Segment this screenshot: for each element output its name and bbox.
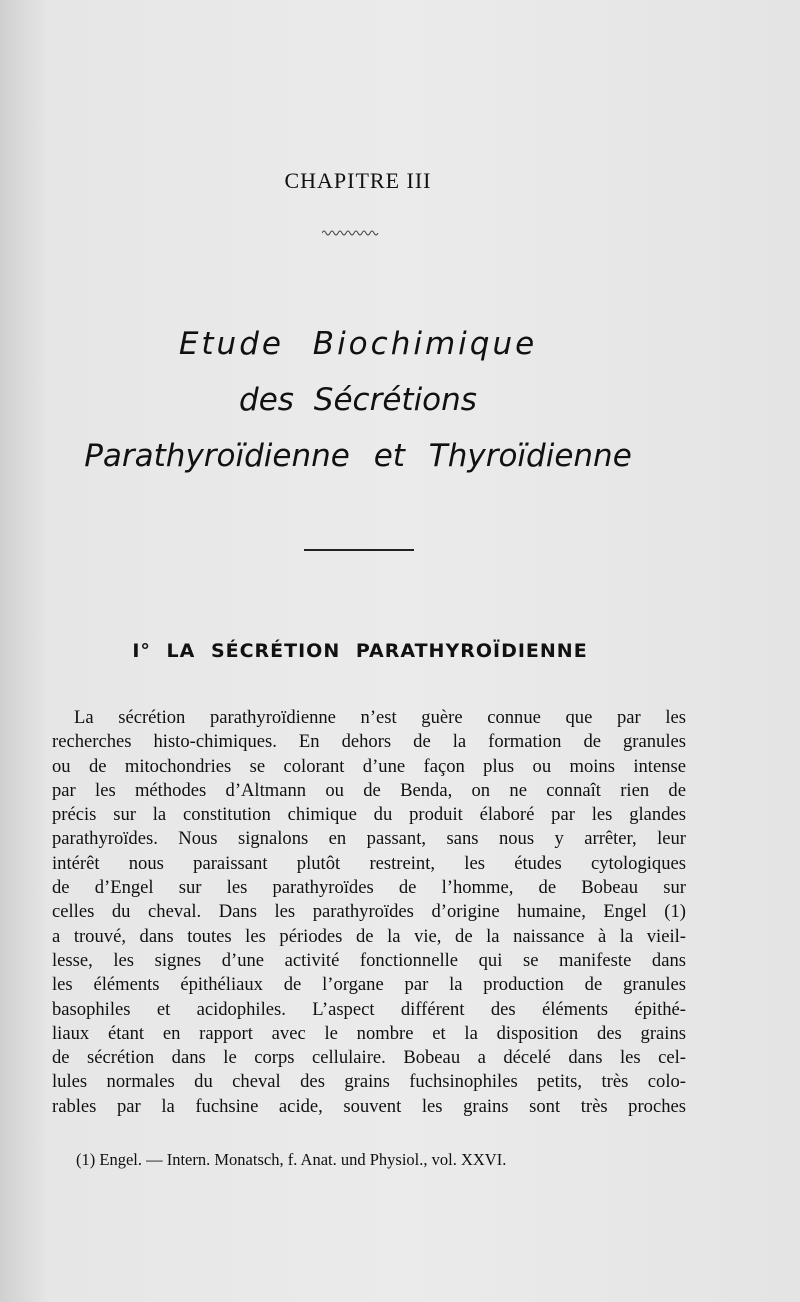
body-line: parathyroïdes. Nous signalons en passant, sans nous y arrêter, leur (52, 828, 686, 850)
chapter-heading: CHAPITRE III (284, 168, 432, 193)
body-line: lesse, les signes d’une activité fonctionnelle qui se manifeste dans (52, 949, 686, 971)
body-line: basophiles et acidophiles. L’aspect différent des éléments épithé- (52, 998, 686, 1020)
body-line: La sécrétion parathyroïdienne n’est guère connue que par les (74, 707, 686, 728)
body-line: précis sur la constitution chimique du produit élaboré par les glandes (52, 804, 686, 826)
title-line-2: des Sécrétions (239, 382, 477, 418)
title-line-1: Etude Biochimique (178, 326, 538, 362)
body-paragraph (52, 706, 686, 1119)
body-line: recherches histo-chimiques. En dehors de la formation de granules (52, 731, 686, 753)
body-line: rables par la fuchsine acide, souvent les grains sont très proches (52, 1095, 686, 1117)
body-line: ou de mitochondries se colorant d’une façon plus ou moins intense (52, 755, 686, 777)
body-line: par les méthodes d’Altmann ou de Benda, on ne connaît rien de (52, 779, 686, 801)
body-line: de d’Engel sur les parathyroïdes de l’homme, de Bobeau sur (52, 877, 686, 899)
body-line: a trouvé, dans toutes les périodes de la vie, de la naissance à la vieil- (52, 925, 686, 947)
body-line: lules normales du cheval des grains fuchsinophiles petits, très colo- (52, 1071, 686, 1093)
ornament-squiggle (322, 228, 380, 238)
body-line: les éléments épithéliaux de l’organe par la production de granules (52, 974, 686, 996)
body-line: liaux étant en rapport avec le nombre et la disposition des grains (52, 1022, 686, 1044)
body-line: intérêt nous paraissant plutôt restreint, les études cytologiques (52, 852, 686, 874)
footnote: (1) Engel. — Intern. Monatsch, f. Anat. und Physiol., vol. XXVI. (76, 1150, 507, 1169)
divider-rule (304, 549, 414, 551)
title-line-3: Parathyroïdienne et Thyroïdienne (84, 438, 632, 474)
body-line: de sécrétion dans le corps cellulaire. Bobeau a décelé dans les cel- (52, 1047, 686, 1069)
body-line: celles du cheval. Dans les parathyroïdes d’origine humaine, Engel (1) (52, 901, 686, 923)
section-heading: I° LA SÉCRÉTION PARATHYROÏDIENNE (132, 640, 588, 662)
